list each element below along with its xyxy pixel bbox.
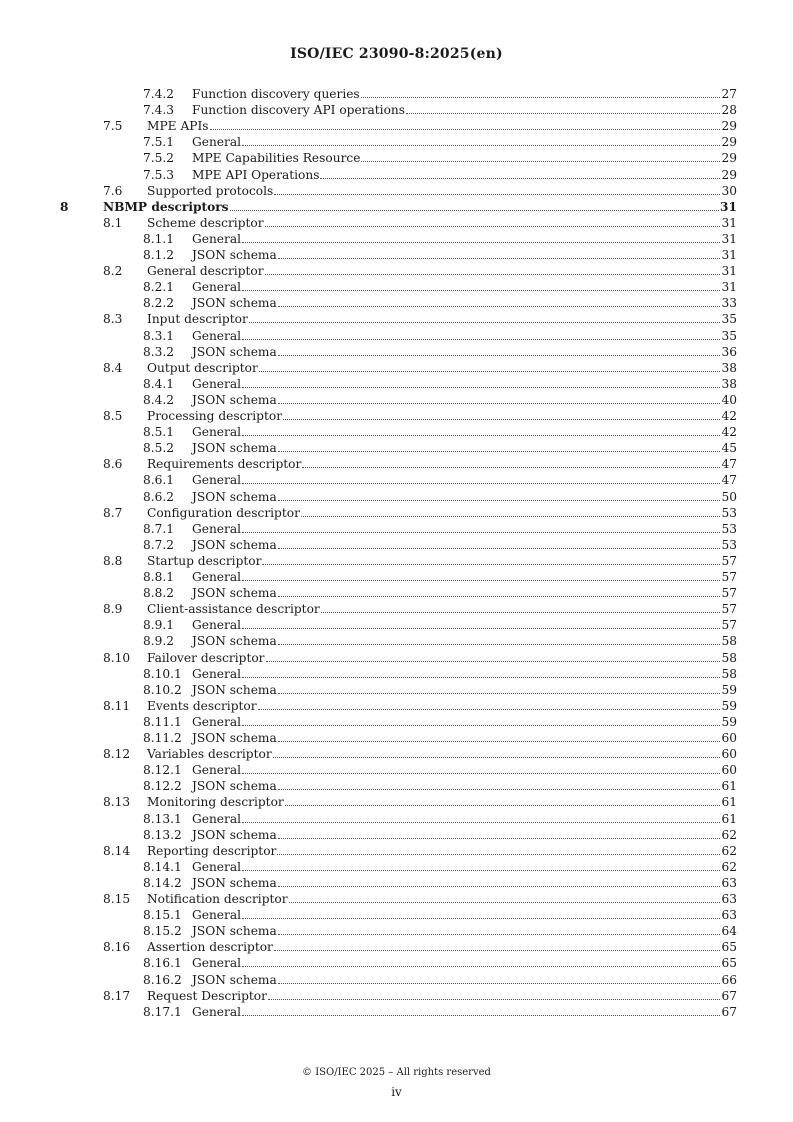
toc-entry-page: 53 (721, 505, 737, 520)
toc-entry-number: 8.8 (103, 553, 123, 568)
toc-entry-number: 8.17 (103, 988, 131, 1003)
toc-entry-number: 8.2.2 (143, 296, 175, 311)
toc-entry-number: 8.14.2 (143, 875, 182, 890)
toc-entry-title: General (192, 618, 241, 633)
toc-entry-page: 31 (720, 199, 737, 214)
toc-entry-title: Function discovery queries (192, 87, 360, 101)
toc-dot-leader (242, 376, 720, 388)
toc-dot-leader (278, 344, 721, 356)
toc-entry[interactable] (143, 247, 737, 263)
toc-entry-title: MPE Capabilities Resource (192, 151, 361, 166)
toc-entry-page: 62 (721, 843, 737, 858)
toc-entry-number: 7.4.2 (143, 87, 175, 101)
toc-entry[interactable] (143, 231, 737, 247)
toc-dot-leader (406, 102, 720, 114)
toc-dot-leader (278, 633, 721, 645)
toc-entry[interactable] (143, 955, 737, 971)
toc-entry-page: 53 (721, 537, 737, 552)
toc-dot-leader (242, 1004, 720, 1016)
toc-entry-number: 8.5.2 (143, 441, 175, 456)
toc-entry-page: 45 (721, 441, 737, 456)
toc-entry-number: 8.7.1 (143, 521, 175, 536)
toc-dot-leader (285, 794, 721, 806)
toc-dot-leader (265, 215, 721, 227)
toc-entry-page: 59 (721, 682, 737, 697)
toc-entry-page: 61 (721, 795, 737, 810)
toc-entry-page: 66 (721, 972, 737, 987)
toc-dot-leader (278, 247, 721, 259)
toc-entry[interactable] (143, 682, 737, 698)
toc-entry-number: 8.11.1 (143, 714, 182, 729)
toc-entry[interactable] (143, 762, 737, 778)
toc-entry-number: 8.3.2 (143, 344, 175, 359)
toc-dot-leader (274, 183, 720, 195)
toc-entry-title: JSON schema (192, 634, 277, 649)
toc-entry-title: Client-assistance descriptor (147, 602, 320, 617)
toc-entry[interactable] (143, 344, 737, 360)
toc-entry-title: Output descriptor (147, 360, 258, 375)
toc-entry-title: JSON schema (192, 731, 277, 745)
toc-dot-leader (320, 167, 720, 179)
toc-entry[interactable] (103, 505, 737, 521)
toc-entry-number: 8.4 (103, 360, 123, 375)
toc-entry-title: General (192, 763, 241, 778)
toc-entry-title: Request Descriptor (147, 988, 267, 1003)
toc-entry-number: 7.5 (103, 119, 123, 134)
toc-entry-page: 31 (721, 280, 737, 295)
toc-dot-leader (268, 988, 721, 1000)
toc-entry-number: 8.4.1 (143, 376, 175, 391)
toc-entry-page: 42 (721, 409, 737, 423)
toc-entry-page: 58 (721, 634, 737, 649)
toc-entry-title: Input descriptor (147, 312, 248, 327)
toc-entry-title: JSON schema (192, 489, 277, 504)
toc-entry-number: 8.2.1 (143, 280, 175, 295)
toc-entry-title: Configuration descriptor (147, 505, 300, 520)
toc-entry-page: 58 (721, 650, 737, 665)
toc-entry-title: General (192, 666, 241, 681)
toc-entry-number: 8.6.2 (143, 489, 175, 504)
toc-entry-page: 29 (721, 119, 737, 134)
toc-entry-title: General (192, 908, 241, 923)
toc-entry-number: 8.9.1 (143, 618, 175, 633)
toc-entry[interactable] (143, 972, 737, 988)
toc-dot-leader (278, 295, 721, 307)
toc-entry[interactable] (143, 150, 737, 166)
toc-entry-page: 63 (721, 875, 737, 890)
toc-dot-leader (361, 150, 720, 162)
toc-entry-page: 36 (721, 344, 737, 359)
toc-entry-page: 65 (721, 940, 737, 955)
toc-entry-page: 60 (721, 747, 737, 762)
toc-dot-leader (242, 424, 720, 436)
toc-entry[interactable] (143, 521, 737, 537)
page-number: iv (391, 1085, 402, 1099)
toc-entry-page: 58 (721, 666, 737, 681)
toc-dot-leader (321, 601, 721, 613)
toc-entry-title: General (192, 231, 241, 246)
toc-dot-leader (242, 617, 720, 629)
toc-dot-leader (278, 537, 721, 549)
toc-entry-page: 38 (721, 376, 737, 391)
toc-entry-title: JSON schema (192, 875, 277, 890)
toc-entry-number: 8.16.1 (143, 956, 182, 971)
toc-entry-number: 8.7 (103, 505, 123, 520)
toc-entry-number: 8.4.2 (143, 392, 175, 407)
toc-entry-title: General (192, 811, 241, 826)
toc-entry-page: 61 (721, 779, 737, 794)
toc-entry[interactable] (103, 794, 737, 810)
toc-entry[interactable] (143, 875, 737, 891)
toc-entry-title: Monitoring descriptor (147, 795, 284, 810)
toc-entry-number: 8.2 (103, 264, 123, 279)
toc-entry-page: 60 (721, 763, 737, 778)
toc-entry[interactable] (103, 601, 737, 617)
toc-entry[interactable] (143, 489, 737, 505)
toc-entry[interactable] (143, 102, 737, 118)
toc-entry[interactable] (103, 360, 737, 376)
toc-entry-page: 28 (721, 103, 737, 118)
toc-entry[interactable] (143, 392, 737, 408)
toc-entry[interactable] (143, 923, 737, 939)
toc-entry-title: General (192, 570, 241, 584)
toc-entry[interactable] (143, 585, 737, 601)
toc-entry-number: 8.9.2 (143, 634, 175, 649)
toc-entry[interactable] (143, 295, 737, 311)
toc-entry-title: Assertion descriptor (147, 940, 273, 955)
toc-entry-number: 8.3.1 (143, 328, 175, 343)
toc-entry-page: 57 (721, 553, 737, 568)
toc-entry-title: General (192, 859, 241, 874)
toc-entry[interactable] (103, 650, 737, 666)
toc-dot-leader (242, 231, 720, 243)
toc-dot-leader (266, 650, 721, 662)
toc-entry-page: 57 (721, 602, 737, 617)
toc-entry-page: 61 (721, 811, 737, 826)
toc-dot-leader (278, 585, 721, 597)
toc-entry-number: 8.13.1 (143, 811, 182, 826)
toc-dot-leader (210, 118, 721, 130)
toc-entry-page: 59 (721, 714, 737, 729)
toc-entry-page: 27 (721, 87, 737, 101)
toc-entry[interactable] (143, 134, 737, 150)
toc-entry[interactable] (103, 939, 737, 955)
toc-dot-leader (242, 859, 720, 871)
toc-entry-number: 8 (60, 199, 69, 214)
toc-entry-number: 8.17.1 (143, 1004, 182, 1019)
toc-entry-title: General (192, 714, 241, 729)
toc-dot-leader (277, 843, 720, 855)
toc-entry-title: JSON schema (192, 827, 277, 842)
toc-entry-number: 8.14.1 (143, 859, 182, 874)
toc-entry-title: MPE API Operations (192, 167, 320, 182)
toc-entry-title: Events descriptor (147, 698, 257, 713)
toc-entry-number: 7.6 (103, 183, 123, 198)
toc-entry-title: MPE APIs (147, 119, 209, 134)
toc-entry-number: 8.6.1 (143, 473, 175, 488)
toc-entry-page: 47 (721, 457, 737, 472)
toc-dot-leader (230, 199, 720, 211)
toc-entry-page: 62 (721, 859, 737, 874)
toc-entry-title: JSON schema (192, 296, 277, 311)
toc-dot-leader (278, 392, 721, 404)
toc-entry[interactable] (103, 311, 737, 327)
toc-entry-number: 8.12.1 (143, 763, 182, 778)
toc-entry-number: 8.7.2 (143, 537, 175, 552)
toc-entry-number: 7.5.2 (143, 151, 175, 166)
toc-entry[interactable] (143, 859, 737, 875)
toc-entry-page: 67 (721, 988, 737, 1003)
toc-entry-page: 57 (721, 570, 737, 584)
toc-entry[interactable] (143, 811, 737, 827)
toc-entry-page: 60 (721, 731, 737, 745)
toc-dot-leader (265, 263, 721, 275)
toc-dot-leader (242, 521, 720, 533)
toc-entry-page: 62 (721, 827, 737, 842)
toc-entry[interactable] (143, 907, 737, 923)
toc-entry-page: 35 (721, 312, 737, 327)
toc-entry-number: 8.16.2 (143, 972, 182, 987)
toc-entry-number: 8.13 (103, 795, 131, 810)
toc-entry[interactable] (143, 86, 737, 102)
toc-entry-page: 29 (721, 167, 737, 182)
toc-entry-page: 63 (721, 908, 737, 923)
toc-entry[interactable] (143, 569, 737, 585)
toc-entry-number: 8.11.2 (143, 731, 182, 745)
toc-entry-title: JSON schema (192, 779, 277, 794)
toc-entry-page: 40 (721, 392, 737, 407)
toc-entry[interactable] (103, 263, 737, 279)
toc-dot-leader (274, 939, 721, 951)
toc-dot-leader (242, 955, 720, 967)
toc-entry[interactable] (143, 730, 737, 746)
toc-entry-title: JSON schema (192, 537, 277, 552)
toc-entry[interactable] (103, 183, 737, 199)
toc-entry-number: 8.5.1 (143, 425, 175, 440)
toc-entry-title: General descriptor (147, 264, 264, 279)
toc-entry-title: JSON schema (192, 924, 277, 939)
toc-entry-title: Startup descriptor (147, 553, 262, 568)
toc-entry[interactable] (143, 1004, 737, 1020)
toc-dot-leader (278, 778, 721, 790)
toc-dot-leader (262, 553, 720, 565)
toc-entry-number: 8.8.1 (143, 570, 175, 584)
toc-entry-title: Notification descriptor (147, 892, 288, 906)
toc-entry-page: 67 (721, 1004, 737, 1019)
toc-entry-number: 8.3 (103, 312, 123, 327)
toc-entry[interactable] (143, 666, 737, 682)
toc-entry-number: 8.10 (103, 650, 131, 665)
toc-entry-title: General (192, 328, 241, 343)
toc-entry-title: Scheme descriptor (147, 215, 264, 230)
toc-entry-page: 64 (721, 924, 737, 939)
toc-entry-title: Failover descriptor (147, 650, 265, 665)
toc-entry-title: General (192, 135, 241, 150)
toc-entry-page: 65 (721, 956, 737, 971)
toc-entry-title: General (192, 956, 241, 971)
toc-entry-page: 47 (721, 473, 737, 488)
toc-entry-number: 8.8.2 (143, 586, 175, 601)
toc-entry[interactable] (143, 778, 737, 794)
toc-entry-page: 33 (721, 296, 737, 311)
toc-entry[interactable] (143, 328, 737, 344)
toc-entry[interactable] (143, 617, 737, 633)
toc-entry-title: General (192, 280, 241, 295)
toc-entry-number: 8.6 (103, 457, 123, 472)
toc-entry-title: Reporting descriptor (147, 843, 277, 858)
toc-entry-number: 8.1.1 (143, 231, 175, 246)
toc-dot-leader (242, 666, 720, 678)
toc-entry[interactable] (143, 633, 737, 649)
toc-entry-title: NBMP descriptors (103, 199, 229, 214)
toc-entry-title: General (192, 376, 241, 391)
toc-entry-title: JSON schema (192, 441, 277, 456)
toc-dot-leader (278, 489, 721, 501)
toc-entry-number: 7.5.1 (143, 135, 175, 150)
toc-entry-number: 8.10.2 (143, 682, 182, 697)
toc-entry-page: 38 (721, 360, 737, 375)
toc-dot-leader (278, 730, 721, 742)
toc-entry-title: JSON schema (192, 972, 277, 987)
toc-entry-number: 8.11 (103, 698, 131, 713)
toc-entry-number: 7.5.3 (143, 167, 175, 182)
toc-dot-leader (242, 279, 720, 291)
toc-entry[interactable] (143, 440, 737, 456)
toc-entry-number: 8.15.2 (143, 924, 182, 939)
toc-entry-page: 57 (721, 586, 737, 601)
toc-entry-number: 8.9 (103, 602, 123, 617)
toc-dot-leader (289, 891, 721, 903)
toc-dot-leader (242, 907, 720, 919)
toc-dot-leader (258, 698, 721, 710)
toc-entry-title: Requirements descriptor (147, 457, 302, 472)
toc-entry-title: General (192, 425, 241, 440)
toc-entry[interactable] (103, 456, 737, 472)
toc-dot-leader (283, 408, 720, 420)
toc-entry[interactable] (143, 424, 737, 440)
toc-entry[interactable] (103, 891, 737, 907)
toc-dot-leader (242, 134, 720, 146)
toc-dot-leader (242, 328, 720, 340)
toc-entry-number: 8.16 (103, 940, 131, 955)
toc-entry-page: 50 (721, 489, 737, 504)
toc-entry-page: 29 (721, 151, 737, 166)
toc-entry[interactable] (103, 843, 737, 859)
toc-entry[interactable] (103, 746, 737, 762)
toc-entry[interactable] (143, 376, 737, 392)
toc-entry-number: 8.1.2 (143, 248, 175, 262)
toc-dot-leader (278, 923, 721, 935)
toc-entry[interactable] (103, 118, 737, 134)
toc-entry-title: Variables descriptor (147, 747, 272, 762)
toc-entry-title: Processing descriptor (147, 409, 283, 423)
document-header: ISO/IEC 23090-8:2025(en) (290, 46, 503, 62)
toc-dot-leader (278, 875, 721, 887)
toc-entry[interactable] (103, 215, 737, 231)
toc-dot-leader (361, 86, 721, 98)
toc-entry-title: JSON schema (192, 344, 277, 359)
toc-entry[interactable] (103, 988, 737, 1004)
toc-entry-page: 35 (721, 328, 737, 343)
toc-entry[interactable] (143, 827, 737, 843)
toc-dot-leader (259, 360, 721, 372)
toc-entry-page: 31 (721, 231, 737, 246)
toc-entry[interactable] (143, 537, 737, 553)
toc-entry-title: Supported protocols (147, 183, 274, 198)
toc-entry[interactable] (103, 698, 737, 714)
toc-dot-leader (301, 505, 721, 517)
toc-dot-leader (242, 762, 720, 774)
toc-dot-leader (242, 569, 720, 581)
toc-entry-page: 42 (721, 425, 737, 440)
toc-entry-number: 8.15.1 (143, 908, 182, 923)
toc-entry-number: 8.12 (103, 747, 131, 762)
toc-entry-page: 59 (721, 698, 737, 713)
toc-entry-page: 29 (721, 135, 737, 150)
toc-entry[interactable] (143, 279, 737, 295)
toc-dot-leader (273, 746, 721, 758)
toc-dot-leader (302, 456, 720, 468)
toc-dot-leader (278, 440, 721, 452)
toc-entry[interactable] (60, 199, 737, 215)
toc-entry-number: 7.4.3 (143, 103, 175, 118)
toc-entry-title: General (192, 521, 241, 536)
toc-entry-title: General (192, 1004, 241, 1019)
toc-entry-number: 8.12.2 (143, 779, 182, 794)
toc-entry-title: JSON schema (192, 682, 277, 697)
toc-entry-page: 57 (721, 618, 737, 633)
toc-entry-number: 8.5 (103, 409, 123, 423)
toc-entry[interactable] (103, 553, 737, 569)
toc-entry-number: 8.1 (103, 215, 123, 230)
copyright-notice: © ISO/IEC 2025 – All rights reserved (302, 1067, 491, 1078)
toc-entry[interactable] (143, 472, 737, 488)
toc-entry[interactable] (143, 167, 737, 183)
toc-entry-title: JSON schema (192, 248, 277, 262)
toc-dot-leader (249, 311, 721, 323)
toc-entry-page: 63 (721, 892, 737, 906)
toc-entry-number: 8.14 (103, 843, 131, 858)
toc-entry-title: JSON schema (192, 586, 277, 601)
toc-entry-page: 31 (721, 215, 737, 230)
toc-entry-page: 31 (721, 248, 737, 262)
toc-entry-page: 53 (721, 521, 737, 536)
toc-dot-leader (242, 472, 720, 484)
toc-dot-leader (242, 714, 720, 726)
toc-dot-leader (278, 972, 721, 984)
toc-entry-page: 31 (721, 264, 737, 279)
toc-entry-number: 8.10.1 (143, 666, 182, 681)
toc-entry[interactable] (143, 714, 737, 730)
toc-entry-title: General (192, 473, 241, 488)
toc-dot-leader (242, 811, 720, 823)
toc-entry-number: 8.15 (103, 892, 131, 906)
toc-entry-page: 30 (721, 183, 737, 198)
toc-entry[interactable] (103, 408, 737, 424)
toc-entry-number: 8.13.2 (143, 827, 182, 842)
toc-dot-leader (278, 827, 721, 839)
toc-dot-leader (278, 682, 721, 694)
toc-entry-title: Function discovery API operations (192, 103, 406, 118)
toc-entry-title: JSON schema (192, 392, 277, 407)
